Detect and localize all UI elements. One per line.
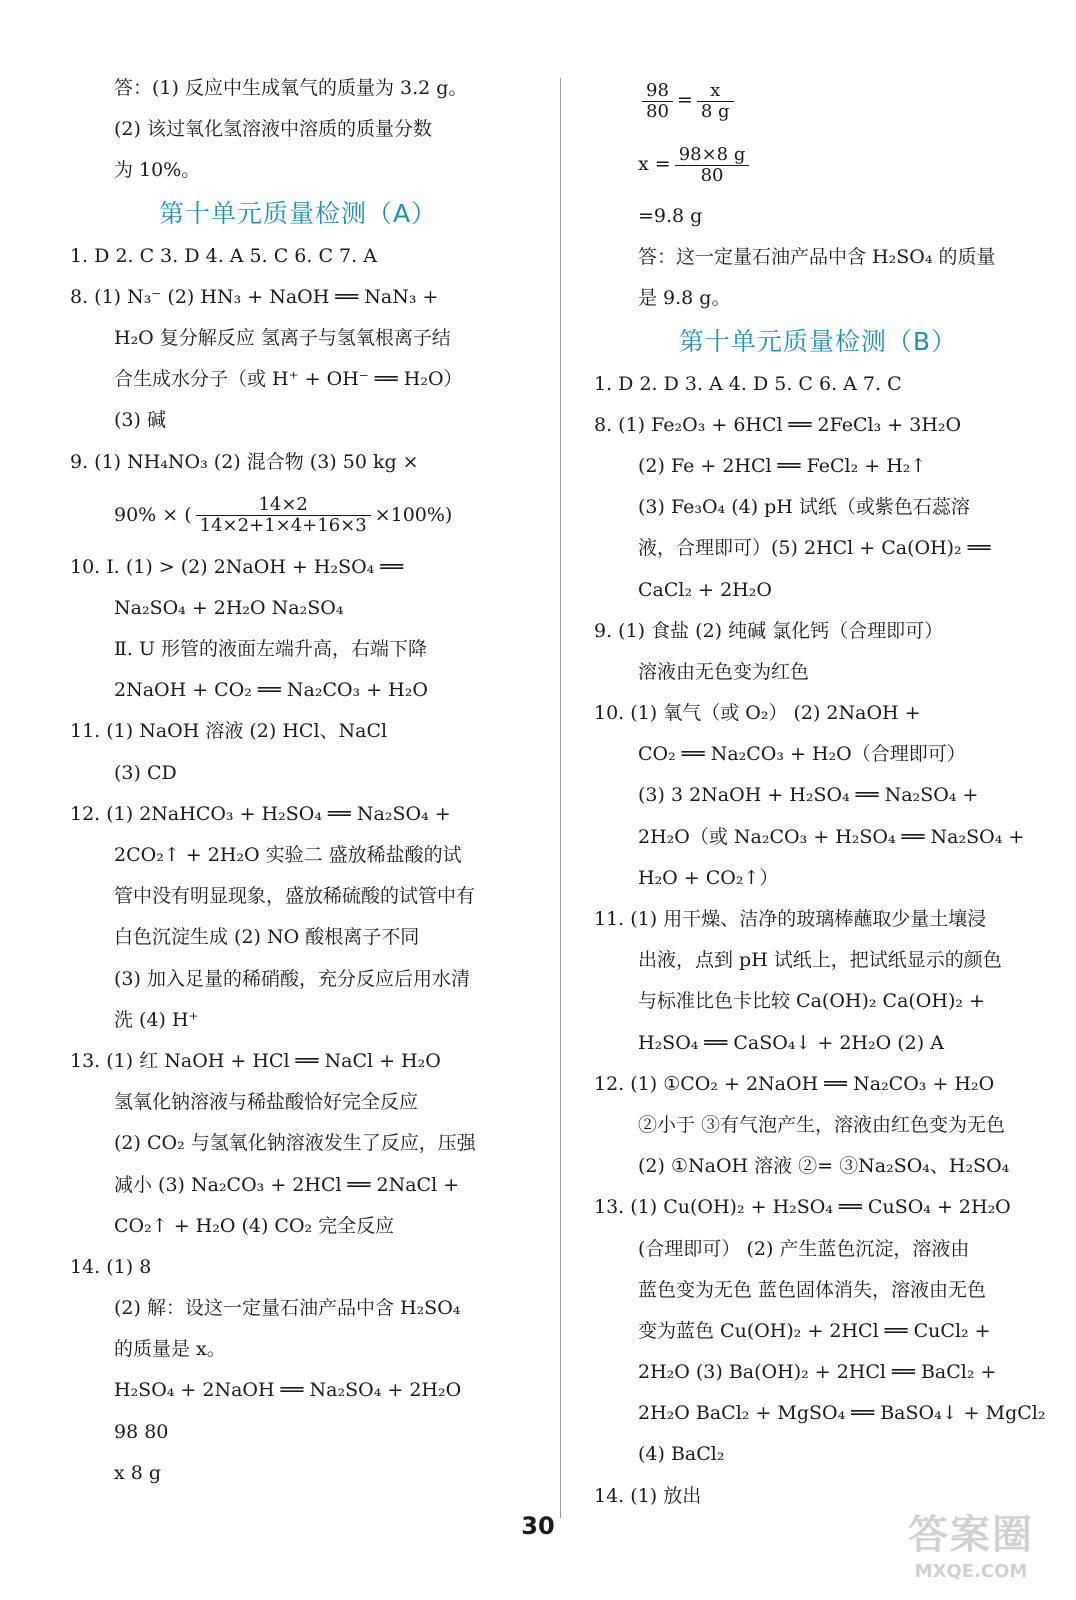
question-line: 13. (1) 红 NaOH + HCl ══ NaCl + H₂O (70, 1049, 441, 1072)
answer-line: 合生成水分子（或 H⁺ + OH⁻ ══ H₂O） (114, 368, 463, 391)
question-line: 14. (1) 放出 (594, 1484, 702, 1507)
answer-line: (3) 加入足量的稀硝酸，充分反应后用水清 (114, 967, 470, 990)
answer-line: 的质量是 x。 (114, 1338, 226, 1361)
answer-line: CaCl₂ + 2H₂O (638, 578, 772, 601)
fraction-numerator: x (697, 81, 734, 102)
answer-line: ②小于 ③有气泡产生，溶液由红色变为无色 (638, 1113, 1006, 1136)
question-line: 9. (1) 食盐 (2) 纯碱 氯化钙（合理即可） (594, 619, 944, 642)
formula-prefix: x = (638, 153, 671, 175)
answer-line: =9.8 g (638, 205, 703, 227)
question-line: 9. (1) NH₄NO₃ (2) 混合物 (3) 50 kg × (70, 450, 419, 473)
fraction-denominator: 80 (700, 164, 724, 186)
answer-line: 白色沉淀生成 (2) NO 酸根离子不同 (114, 926, 420, 949)
formula-prefix: 90% × ( (114, 503, 192, 526)
answer-line: 2CO₂↑ + 2H₂O 实验二 盛放稀盐酸的试 (114, 844, 462, 866)
answer-line: 答：(1) 反应中生成氧气的质量为 3.2 g。 (114, 77, 468, 99)
fraction-denominator: 80 (646, 100, 669, 122)
answer-line: (2) 解：设这一定量石油产品中含 H₂SO₄ (114, 1297, 461, 1320)
fraction (675, 145, 750, 186)
answer-line: 答：这一定量石油产品中含 H₂SO₄ 的质量 (638, 246, 996, 269)
answer-line: (2) Fe + 2HCl ══ FeCl₂ + H₂↑ (638, 454, 927, 477)
fraction-denominator: 8 g (700, 100, 730, 122)
section-heading: 第十单元质量检测（A） (158, 198, 438, 228)
answer-line: 液，合理即可）(5) 2HCl + Ca(OH)₂ ══ (638, 537, 991, 560)
fraction (196, 495, 371, 536)
answer-line: H₂O 复分解反应 氢离子与氢氧根离子结 (114, 326, 451, 349)
fraction (642, 81, 673, 122)
fraction-numerator: 98 (642, 81, 673, 102)
answer-line: (3) Fe₃O₄ (4) pH 试纸（或紫色石蕊溶 (638, 496, 970, 519)
answer-line: 出液，点到 pH 试纸上，把试纸显示的颜色 (638, 949, 1002, 972)
answer-line: 98 80 (114, 1420, 169, 1443)
formula-suffix: = (676, 89, 693, 111)
formula-line (70, 483, 526, 547)
answer-line: Ⅱ. U 形管的液面左端升高，右端下降 (114, 638, 428, 661)
question-line: 12. (1) 2NaHCO₃ + H₂SO₄ ══ Na₂SO₄ + (70, 802, 451, 825)
question-line: 8. (1) N₃⁻ (2) HN₃ + NaOH ══ NaN₃ + (70, 285, 439, 308)
answer-line: 是 9.8 g。 (638, 287, 731, 310)
answer-line: H₂O + CO₂↑） (638, 866, 779, 889)
fraction (697, 81, 734, 122)
answer-line: 氢氧化钠溶液与稀盐酸恰好完全反应 (114, 1091, 419, 1114)
answer-line: CO₂↑ + H₂O (4) CO₂ 完全反应 (114, 1214, 395, 1237)
question-line: 10. (1) 氧气（或 O₂） (2) 2NaOH + (594, 702, 921, 725)
question-line: 10. Ⅰ. (1) > (2) 2NaOH + H₂SO₄ ══ (70, 555, 404, 578)
answer-line: 2H₂O（或 Na₂CO₃ + H₂SO₄ ══ Na₂SO₄ + (638, 825, 1025, 848)
answer-line: 2H₂O (3) Ba(OH)₂ + 2HCl ══ BaCl₂ + (638, 1361, 997, 1384)
question-line: 11. (1) 用干燥、洁净的玻璃棒蘸取少量土壤浸 (594, 908, 987, 930)
answer-line: (2) ①NaOH 溶液 ②= ③Na₂SO₄、H₂SO₄ (638, 1155, 1010, 1178)
formula-line (594, 132, 1042, 196)
left-column (70, 68, 526, 1494)
answer-line: Na₂SO₄ + 2H₂O Na₂SO₄ (114, 596, 344, 619)
section-heading: 第十单元质量检测（B） (678, 326, 958, 356)
answer-line: 与标准比色卡比较 Ca(OH)₂ Ca(OH)₂ + (638, 990, 985, 1013)
right-column (594, 68, 1046, 1517)
formula-line (594, 68, 1042, 132)
answer-line: H₂SO₄ ══ CaSO₄↓ + 2H₂O (2) A (638, 1031, 944, 1054)
question-line: 13. (1) Cu(OH)₂ + H₂SO₄ ══ CuSO₄ + 2H₂O (594, 1196, 1011, 1219)
fraction-numerator: 98×8 g (675, 145, 750, 166)
answer-line: (3) 碱 (114, 409, 166, 432)
answer-line: 蓝色变为无色 蓝色固体消失，溶液由无色 (638, 1278, 987, 1301)
watermark-bottom-text: MXQE.COM (914, 1561, 1028, 1582)
question-line: 1. D 2. D 3. A 4. D 5. C 6. A 7. C (594, 372, 902, 395)
answer-line: 2H₂O BaCl₂ + MgSO₄ ══ BaSO₄↓ + MgCl₂ (638, 1402, 1046, 1425)
answer-line: 为 10%。 (114, 159, 201, 182)
answer-line: CO₂ ══ Na₂CO₃ + H₂O（合理即可） (638, 743, 966, 766)
page-number: 30 (521, 1512, 555, 1540)
watermark-logo (896, 1510, 1046, 1594)
answer-line: (3) 3 2NaOH + H₂SO₄ ══ Na₂SO₄ + (638, 784, 979, 807)
fraction-denominator: 14×2+1×4+16×3 (199, 515, 367, 537)
question-line: 11. (1) NaOH 溶液 (2) HCl、NaCl (70, 720, 388, 743)
watermark-top-text: 答案圈 (908, 1511, 1034, 1558)
answer-line: 减小 (3) Na₂CO₃ + 2HCl ══ 2NaCl + (114, 1173, 460, 1196)
formula-suffix: ×100%) (374, 503, 453, 526)
answer-line: (3) CD (114, 761, 177, 784)
answer-line: 溶液由无色变为红色 (638, 660, 810, 683)
column-divider (560, 78, 561, 1518)
answer-line: (合理即可） (2) 产生蓝色沉淀，溶液由 (638, 1237, 970, 1260)
answer-line: 变为蓝色 Cu(OH)₂ + 2HCl ══ CuCl₂ + (638, 1319, 991, 1342)
answer-line: 管中没有明显现象，盛放稀硫酸的试管中有 (114, 885, 476, 908)
answer-line: 2NaOH + CO₂ ══ Na₂CO₃ + H₂O (114, 679, 428, 702)
question-line: 8. (1) Fe₂O₃ + 6HCl ══ 2FeCl₃ + 3H₂O (594, 413, 962, 436)
fraction-numerator: 14×2 (196, 495, 371, 516)
answer-line: H₂SO₄ + 2NaOH ══ Na₂SO₄ + 2H₂O (114, 1379, 462, 1402)
question-line: 1. D 2. C 3. D 4. A 5. C 6. C 7. A (70, 244, 377, 267)
question-line: 14. (1) 8 (70, 1255, 152, 1278)
answer-line: (4) BaCl₂ (638, 1443, 725, 1466)
answer-line: (2) 该过氧化氢溶液中溶质的质量分数 (114, 118, 432, 141)
question-line: 12. (1) ①CO₂ + 2NaOH ══ Na₂CO₃ + H₂O (594, 1072, 995, 1095)
answer-line: 洗 (4) H⁺ (114, 1008, 199, 1031)
answer-line: (2) CO₂ 与氢氧化钠溶液发生了反应，压强 (114, 1132, 476, 1155)
answer-line: x 8 g (114, 1461, 162, 1484)
